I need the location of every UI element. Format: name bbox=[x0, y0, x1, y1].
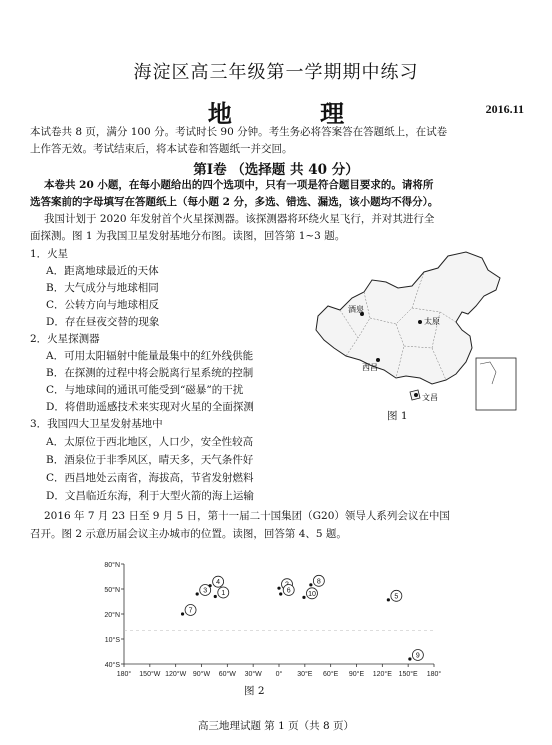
q3-option-d: D．文昌临近东海，利于大型火箭的海上运输 bbox=[46, 490, 254, 502]
city-point bbox=[277, 587, 280, 590]
city-point bbox=[196, 592, 199, 595]
x-tick-label: 150°W bbox=[139, 671, 161, 678]
inset-coast bbox=[480, 362, 496, 384]
figure-2-chart bbox=[100, 556, 445, 684]
question-1-stem: 1．火星 bbox=[30, 248, 69, 260]
passage1-line-1: 我国计划于 2020 年发射首个火星探测器。该探测器将环绕火星飞行，并对其进行全 bbox=[44, 213, 435, 225]
question-3-stem: 3．我国四大卫星发射基地中 bbox=[30, 418, 163, 430]
city-number-label: 1 bbox=[221, 590, 226, 597]
x-tick-label: 90°W bbox=[192, 671, 211, 678]
city-point bbox=[209, 584, 212, 587]
x-tick-label: 90°E bbox=[348, 671, 365, 678]
label-wenchang: 文昌 bbox=[422, 393, 438, 402]
x-tick-label: 60°W bbox=[218, 671, 236, 678]
city-point bbox=[408, 657, 411, 660]
city-number-label: 4 bbox=[216, 579, 221, 587]
x-tick-label: 120°W bbox=[165, 671, 187, 678]
exam-date: 2016.11 bbox=[485, 102, 524, 116]
figure-2-caption: 图 2 bbox=[244, 685, 265, 697]
city-number-label: 9 bbox=[415, 652, 420, 660]
city-number-label: 8 bbox=[316, 578, 321, 586]
label-xichang: 西昌 bbox=[362, 363, 378, 372]
q2-option-a: A．可用太阳辐射中能量最集中的红外线供能 bbox=[46, 350, 254, 362]
figure-1-caption: 图 1 bbox=[387, 410, 408, 422]
city-point bbox=[214, 595, 217, 598]
intro-line-1: 本试卷共 8 页，满分 100 分。考试时长 90 分钟。考生务必将答案答在答题纸上，在试卷 bbox=[30, 126, 448, 138]
exam-title: 海淀区高三年级第一学期期中练习 bbox=[133, 62, 419, 83]
q1-option-c: C．公转方向与地球相反 bbox=[46, 299, 160, 311]
q1-option-d: D．存在昼夜交替的现象 bbox=[46, 316, 160, 328]
label-taiyuan: 太原 bbox=[424, 317, 440, 326]
city-number-label: 7 bbox=[188, 607, 193, 615]
x-tick-label: 150°E bbox=[398, 671, 418, 678]
figure-1-china-map bbox=[300, 248, 525, 418]
wenchang-marker bbox=[414, 393, 418, 397]
passage1-line-2: 面探测。图 1 为我国卫星发射基地分布图。读图，回答第 1~3 题。 bbox=[30, 230, 346, 242]
china-outline bbox=[316, 252, 500, 384]
city-point bbox=[279, 592, 282, 595]
city-point bbox=[309, 583, 312, 586]
city-number-label: 6 bbox=[286, 587, 291, 595]
q2-option-d: D．将借助遥感技术来实现对火星的全面探测 bbox=[46, 401, 254, 413]
x-tick-label: 180° bbox=[426, 671, 442, 678]
intro-line-2: 上作答无效。考试结束后，将本试卷和答题纸一并交回。 bbox=[30, 143, 293, 155]
city-number-label: 5 bbox=[394, 593, 399, 601]
section-heading: 第Ⅰ卷 （选择题 共 40 分） bbox=[193, 162, 359, 178]
x-tick-label: 60°E bbox=[323, 671, 339, 678]
passage2-line-2: 召开。图 2 示意历届会议主办城市的位置。读图，回答第 4、5 题。 bbox=[30, 528, 347, 540]
q3-option-b: B．酒泉位于非季风区，晴天多，天气条件好 bbox=[46, 454, 254, 466]
q1-option-a: A．距离地球最近的天体 bbox=[46, 265, 159, 277]
instruction-line-1: 本卷共 20 小题，在每小题给出的四个选项中，只有一项是符合题目要求的。请将所 bbox=[44, 179, 434, 191]
x-tick-label: 30°W bbox=[244, 671, 262, 678]
city-number-label: 10 bbox=[308, 590, 316, 598]
question-2-stem: 2．火星探测器 bbox=[30, 333, 100, 345]
city-point bbox=[302, 596, 305, 599]
q3-option-c: C．西昌地处云南省，海拔高，节省发射燃料 bbox=[46, 472, 254, 484]
q2-option-c: C．与地球间的通讯可能受到“磁暴”的干扰 bbox=[46, 384, 244, 396]
xichang-marker bbox=[376, 358, 380, 362]
x-tick-label: 30°E bbox=[297, 671, 313, 678]
subject-title: 地 理 bbox=[207, 99, 385, 128]
y-tick-label: 40°S bbox=[104, 662, 120, 669]
city-point bbox=[181, 612, 184, 615]
q3-option-a: A．太原位于西北地区，人口少，安全性较高 bbox=[46, 436, 254, 448]
label-jiuquan: 酒泉 bbox=[348, 305, 364, 314]
x-tick-label: 180° bbox=[116, 671, 132, 678]
q2-option-b: B．在探测的过程中将会脱离行星系统的控制 bbox=[46, 367, 254, 379]
y-tick-label: 50°N bbox=[104, 587, 120, 594]
y-tick-label: 80°N bbox=[104, 562, 120, 569]
city-point bbox=[387, 598, 390, 601]
south-china-sea-inset bbox=[476, 358, 516, 410]
instruction-line-2: 选答案前的字母填写在答题纸上（每小题 2 分，多选、错选、漏选，该小题均不得分）。 bbox=[30, 196, 439, 208]
city-number-label: 3 bbox=[203, 587, 208, 595]
passage2-line-1: 2016 年 7 月 23 日至 9 月 5 日，第十一届二十国集团（G20）领导人系列会议在中国 bbox=[44, 510, 450, 522]
page-footer: 高三地理试题 第 1 页（共 8 页） bbox=[197, 720, 355, 732]
x-tick-label: 0° bbox=[275, 671, 283, 678]
y-tick-label: 10°S bbox=[104, 637, 120, 644]
x-tick-label: 120°E bbox=[372, 671, 392, 678]
taiyuan-marker bbox=[418, 320, 422, 324]
y-tick-label: 20°N bbox=[104, 612, 120, 619]
q1-option-b: B．大气成分与地球相同 bbox=[46, 282, 159, 294]
